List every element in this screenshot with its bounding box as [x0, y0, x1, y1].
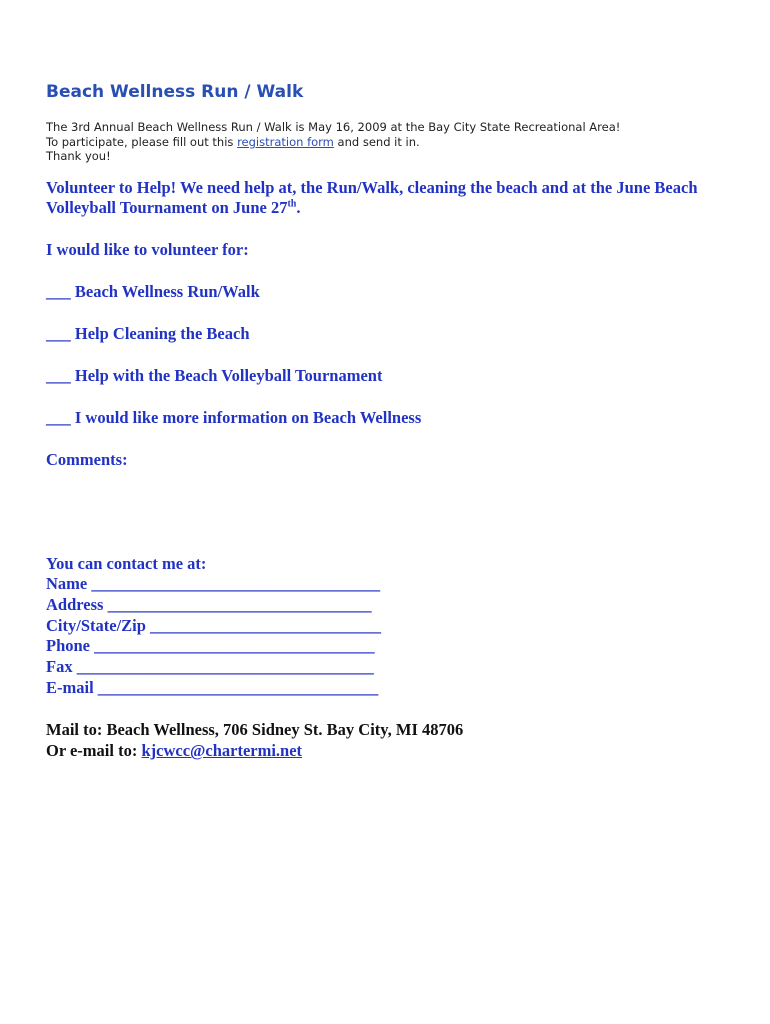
- contact-field-fax: Fax ____________________________________: [46, 657, 374, 677]
- intro-line-2-suffix: and send it in.: [333, 134, 420, 149]
- contact-field-email: E-mail __________________________________: [46, 677, 379, 697]
- contact-field-city-state-zip: City/State/Zip ____________________________: [46, 615, 382, 635]
- volunteer-heading: [46, 178, 736, 218]
- mail-section: [46, 719, 736, 761]
- contact-field-phone: Phone __________________________________: [46, 636, 375, 656]
- contact-heading: You can contact me at:: [46, 553, 207, 573]
- intro-line-2: [46, 135, 736, 150]
- volunteer-heading-text: Volunteer to Help! We need help at, the Run/Walk, cleaning the beach and at the June Beach Volleyball Tournament on June 27: [46, 177, 698, 217]
- intro-text: [46, 120, 736, 164]
- intro-line-2-prefix: To participate, please fill out this: [46, 134, 238, 149]
- document-page: [46, 80, 736, 761]
- volunteer-option-volleyball: ___ Help with the Beach Volleyball Tournament: [46, 365, 383, 385]
- volunteer-heading-superscript: th: [287, 198, 297, 209]
- comments-label: Comments:: [46, 449, 128, 469]
- mail-email-line: [46, 740, 736, 761]
- volunteer-option-more-info: ___ I would like more information on Beach Wellness: [46, 407, 422, 427]
- mail-address: Mail to: Beach Wellness, 706 Sidney St. Bay City, MI 48706: [46, 720, 464, 740]
- volunteer-option-run-walk: ___ Beach Wellness Run/Walk: [46, 281, 260, 301]
- intro-line-3: Thank you!: [46, 149, 111, 163]
- email-link[interactable]: kjcwcc@chartermi.net: [141, 741, 303, 761]
- intro-line-1: The 3rd Annual Beach Wellness Run / Walk is May 16, 2009 at the Bay City State Recreational Area!: [46, 120, 621, 134]
- mail-email-prefix: Or e-mail to:: [46, 741, 142, 761]
- volunteer-heading-end: .: [296, 197, 301, 217]
- contact-field-address: Address ________________________________: [46, 594, 372, 614]
- volunteer-prompt: I would like to volunteer for:: [46, 239, 249, 259]
- page-title: Beach Wellness Run / Walk: [46, 82, 304, 102]
- contact-section: [46, 554, 736, 699]
- registration-form-link[interactable]: registration form: [237, 134, 334, 149]
- contact-field-name: Name ___________________________________: [46, 574, 381, 594]
- volunteer-option-cleaning: ___ Help Cleaning the Beach: [46, 323, 250, 343]
